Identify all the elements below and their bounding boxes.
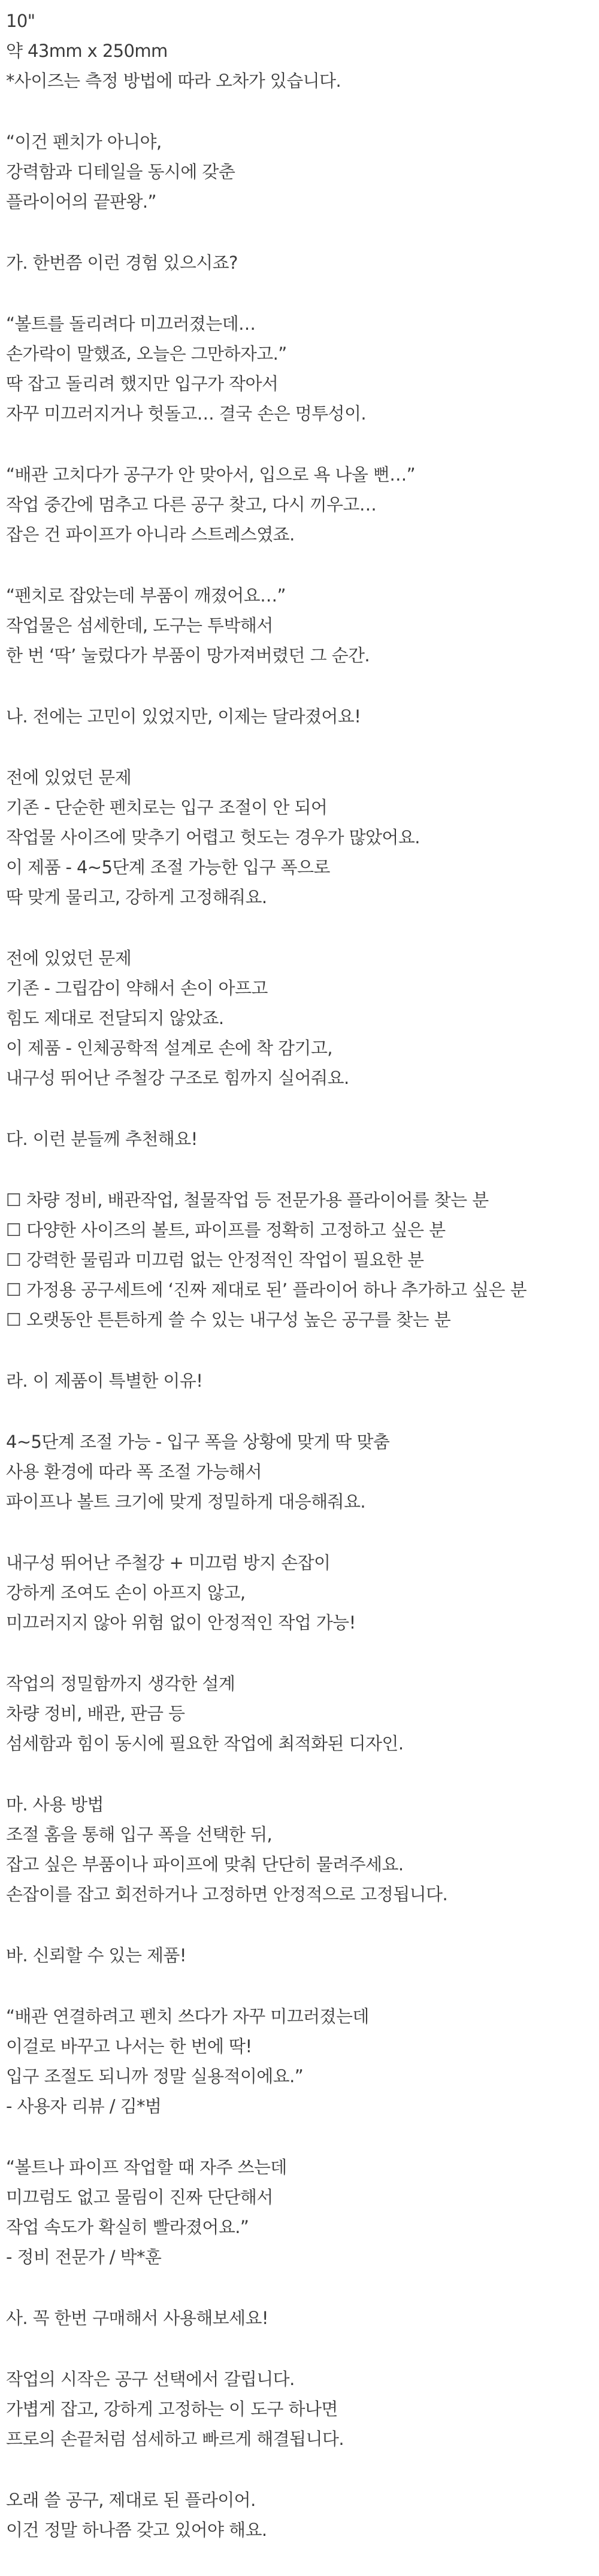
text-line: 미끄러지지 않아 위험 없이 안정적인 작업 가능!	[6, 1612, 356, 1633]
text-line: *사이즈는 측정 방법에 따라 오차가 있습니다.	[6, 71, 341, 91]
text-line: 전에 있었던 문제	[6, 948, 132, 968]
text-line: “볼트를 돌리려다 미끄러졌는데…	[6, 314, 256, 334]
text-paragraph	[6, 248, 593, 278]
text-line: 10"	[6, 11, 35, 31]
text-line: 마. 사용 방법	[6, 1794, 104, 1815]
text-line: 가. 한번쯤 이런 경험 있으시죠?	[6, 253, 238, 273]
text-paragraph	[6, 943, 593, 1093]
text-line: “볼트나 파이프 작업할 때 자주 쓰는데	[6, 2157, 287, 2177]
text-paragraph	[6, 1548, 593, 1638]
text-line: 라. 이 제품이 특별한 이유!	[6, 1371, 203, 1391]
text-line: ☐ 다양한 사이즈의 볼트, 파이프를 정확히 고정하고 싶은 분	[6, 1220, 446, 1240]
text-line: “배관 고치다가 공구가 안 맞아서, 입으로 욕 나올 뻔…”	[6, 464, 416, 485]
text-line: 기존 - 단순한 펜치로는 입구 조절이 안 되어	[6, 797, 328, 818]
text-line: ☐ 오랫동안 튼튼하게 쓸 수 있는 내구성 높은 공구를 찾는 분	[6, 1310, 451, 1330]
text-line: 프로의 손끝처럼 섬세하고 빠르게 해결됩니다.	[6, 2429, 344, 2449]
text-line: 작업물 사이즈에 맞추기 어렵고 헛도는 경우가 많았어요.	[6, 827, 420, 847]
text-paragraph	[6, 2001, 593, 2121]
text-paragraph	[6, 2303, 593, 2333]
text-line: 자꾸 미끄러지거나 헛돌고… 결국 손은 멍투성이.	[6, 403, 366, 424]
text-line: “펜치로 잡았는데 부품이 깨졌어요…”	[6, 585, 286, 606]
text-line: 강력함과 디테일을 동시에 갖춘	[6, 162, 235, 182]
text-line: 다. 이런 분들께 추천해요!	[6, 1129, 198, 1149]
text-paragraph	[6, 701, 593, 731]
text-line: 나. 전에는 고민이 있었지만, 이제는 달라졌어요!	[6, 706, 361, 727]
text-line: 잡은 건 파이프가 아니라 스트레스였죠.	[6, 524, 295, 545]
text-line: 이걸로 바꾸고 나서는 한 번에 딱!	[6, 2036, 252, 2056]
text-line: 작업물은 섬세한데, 도구는 투박해서	[6, 615, 273, 636]
text-line: 잡고 싶은 부품이나 파이프에 맞춰 단단히 물려주세요.	[6, 1854, 404, 1875]
text-line: 약 43mm x 250mm	[6, 41, 168, 61]
text-line: 손가락이 말했죠, 오늘은 그만하자고.”	[6, 344, 287, 364]
text-paragraph	[6, 309, 593, 429]
text-line: 입구 조절도 되니까 정말 실용적이에요.”	[6, 2066, 304, 2086]
text-line: 내구성 뛰어난 주철강 구조로 힘까지 실어줘요.	[6, 1068, 349, 1088]
text-line: - 정비 전문가 / 박*훈	[6, 2247, 162, 2267]
text-paragraph	[6, 581, 593, 670]
text-line: 4~5단계 조절 가능 - 입구 폭을 상황에 맞게 딱 맞춤	[6, 1432, 390, 1452]
text-line: 가볍게 잡고, 강하게 고정하는 이 도구 하나면	[6, 2399, 338, 2419]
text-line: 딱 잡고 돌리려 했지만 입구가 작아서	[6, 373, 279, 394]
text-line: 이 제품 - 4~5단계 조절 가능한 입구 폭으로	[6, 857, 330, 877]
text-line: “이건 펜치가 아니야,	[6, 132, 162, 152]
text-paragraph	[6, 1790, 593, 1909]
text-line: 조절 홈을 통해 입구 폭을 선택한 뒤,	[6, 1824, 273, 1845]
text-line: 사. 꼭 한번 구매해서 사용해보세요!	[6, 2308, 268, 2328]
text-line: 이건 정말 하나쯤 갖고 있어야 해요.	[6, 2520, 267, 2540]
text-paragraph	[6, 6, 593, 96]
text-line: - 사용자 리뷰 / 김*범	[6, 2096, 162, 2116]
text-paragraph	[6, 2152, 593, 2272]
text-paragraph	[6, 127, 593, 217]
text-paragraph	[6, 1185, 593, 1335]
product-description-document	[6, 6, 593, 2576]
text-line: 플라이어의 끝판왕.”	[6, 192, 156, 212]
text-line: ☐ 강력한 물림과 미끄럼 없는 안정적인 작업이 필요한 분	[6, 1250, 424, 1270]
text-paragraph	[6, 763, 593, 912]
text-paragraph	[6, 1427, 593, 1517]
text-line: 기존 - 그립감이 약해서 손이 아프고	[6, 978, 268, 998]
text-line: 미끄럼도 없고 물림이 진짜 단단해서	[6, 2187, 273, 2207]
text-line: 전에 있었던 문제	[6, 767, 132, 788]
text-paragraph	[6, 460, 593, 549]
text-line: 작업의 시작은 공구 선택에서 갈립니다.	[6, 2369, 295, 2389]
text-paragraph	[6, 1366, 593, 1396]
text-line: “배관 연결하려고 펜치 쓰다가 자꾸 미끄러졌는데	[6, 2006, 369, 2027]
text-line: 내구성 뛰어난 주철강 + 미끄럼 방지 손잡이	[6, 1553, 331, 1573]
text-line: 강하게 조여도 손이 아프지 않고,	[6, 1582, 246, 1603]
text-paragraph	[6, 1124, 593, 1154]
text-line: 작업의 정밀함까지 생각한 설계	[6, 1673, 235, 1694]
text-line: 딱 맞게 물리고, 강하게 고정해줘요.	[6, 887, 267, 907]
text-line: 힘도 제대로 전달되지 않았죠.	[6, 1008, 224, 1028]
text-line: ☐ 차량 정비, 배관작업, 철물작업 등 전문가용 플라이어를 찾는 분	[6, 1190, 489, 1210]
text-line: 바. 신뢰할 수 있는 제품!	[6, 1945, 186, 1966]
text-line: 섬세함과 힘이 동시에 필요한 작업에 최적화된 디자인.	[6, 1733, 404, 1754]
text-line: 손잡이를 잡고 회전하거나 고정하면 안정적으로 고정됩니다.	[6, 1884, 448, 1904]
text-line: 오래 쓸 공구, 제대로 된 플라이어.	[6, 2490, 256, 2510]
text-paragraph	[6, 2364, 593, 2454]
text-paragraph	[6, 1669, 593, 1758]
text-line: 파이프나 볼트 크기에 맞게 정밀하게 대응해줘요.	[6, 1491, 365, 1512]
text-paragraph	[6, 1940, 593, 1970]
text-line: 작업 중간에 멈추고 다른 공구 찾고, 다시 끼우고…	[6, 494, 377, 515]
text-line: 사용 환경에 따라 폭 조절 가능해서	[6, 1462, 262, 1482]
text-paragraph	[6, 2485, 593, 2545]
text-line: 차량 정비, 배관, 판금 등	[6, 1703, 185, 1724]
text-line: 이 제품 - 인체공학적 설계로 손에 착 감기고,	[6, 1038, 332, 1058]
text-line: 한 번 ‘딱’ 눌렀다가 부품이 망가져버렸던 그 순간.	[6, 645, 370, 666]
text-line: ☐ 가정용 공구세트에 ‘진짜 제대로 된’ 플라이어 하나 추가하고 싶은 분	[6, 1280, 527, 1300]
text-line: 작업 속도가 확실히 빨라졌어요.”	[6, 2217, 249, 2237]
